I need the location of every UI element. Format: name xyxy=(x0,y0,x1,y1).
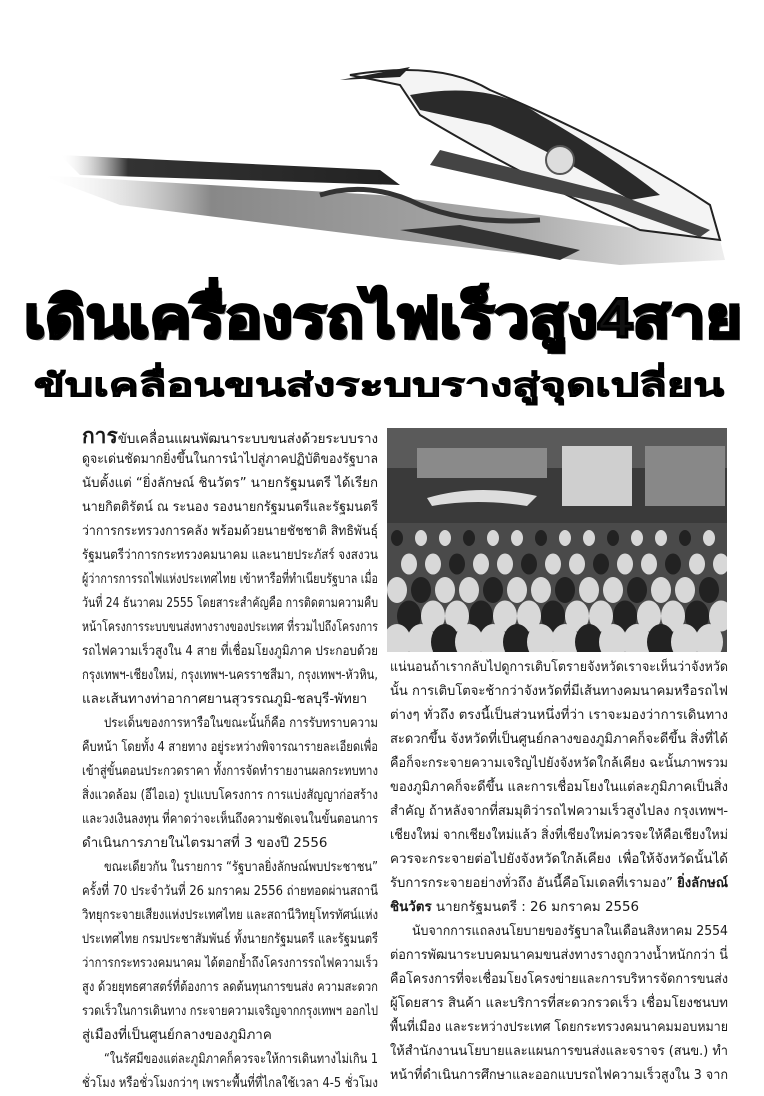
text-line-content xyxy=(82,836,327,851)
text-segment: และเส้นทางท่าอากาศยานสุวรรณภูมิ-ชลบุรี-พัทยา xyxy=(82,692,368,707)
text-line xyxy=(390,992,728,1016)
text-line xyxy=(82,1024,378,1048)
text-line-content xyxy=(390,800,728,824)
text-line-content xyxy=(390,776,728,800)
text-line xyxy=(390,1040,728,1064)
text-segment: สะดวกขึ้น จังหวัดที่เป็นศูนย์กลางของภูมิภาคก็จะดีขึ้น สิ่งที่ได้ xyxy=(390,732,728,747)
text-line-content xyxy=(390,1064,728,1088)
audience-member xyxy=(651,577,671,603)
audience-member xyxy=(511,530,523,546)
audience-member xyxy=(387,577,407,603)
text-segment: ต่อการพัฒนาระบบคมนาคมขนส่งทางรางถูกวางน้ำหนักกว่า นี่ xyxy=(390,948,728,963)
text-line-content xyxy=(82,496,378,520)
text-line xyxy=(82,736,378,760)
text-segment: รับการกระจายอย่างทั่วถึง อันนี้คือโมเดลที่เรามอง” xyxy=(390,876,678,891)
text-line xyxy=(390,968,728,992)
attribution-name: ชินวัตร xyxy=(390,900,432,915)
text-line xyxy=(82,592,378,616)
text-segment: สู่เมืองที่เป็นศูนย์กลางของภูมิภาค xyxy=(82,1028,272,1043)
audience-member xyxy=(607,530,619,546)
text-line xyxy=(82,448,378,472)
text-line xyxy=(82,568,378,592)
text-segment: สูง ด้วยยุทธศาสตร์ที่ต้องการ ลดต้นทุนการขนส่ง ความสะดวก xyxy=(82,980,378,995)
text-line-content xyxy=(390,944,728,968)
text-line xyxy=(390,728,728,752)
audience-member xyxy=(665,554,681,575)
audience-member xyxy=(487,530,499,546)
high-speed-train-illustration xyxy=(20,55,750,285)
text-segment: “ในรัศมีของแต่ละภูมิภาคก็ควรจะให้การเดินทางไม่เกิน 1 xyxy=(104,1052,378,1067)
article-column-left xyxy=(82,424,378,1096)
text-line-content xyxy=(104,712,378,736)
text-segment: ควรจะกระจายต่อไปยังจังหวัดใกล้เคียง เพื่อให้จังหวัดนั้นได้ xyxy=(390,852,728,867)
text-line-content xyxy=(82,664,378,688)
article-column-right xyxy=(390,656,728,1088)
text-line xyxy=(82,952,378,976)
audience-member xyxy=(603,577,623,603)
text-segment: ผู้ว่าการการรถไฟแห่งประเทศไทย เข้าหารือที่ทำเนียบรัฐบาล เมื่อ xyxy=(82,572,378,587)
text-segment: นั้น การเติบโตจะช้ากว่าจังหวัดที่มีเส้นทางคมนาคมหรือรถไฟ xyxy=(390,684,728,699)
audience-member xyxy=(425,554,441,575)
text-line xyxy=(390,776,728,800)
audience-member xyxy=(655,530,667,546)
audience-member xyxy=(559,530,571,546)
text-segment: ว่าการกระทรวงคมนาคม ได้ตอกย้ำถึงโครงการรถไฟความเร็ว xyxy=(82,956,378,971)
audience-member xyxy=(569,554,585,575)
text-line xyxy=(82,784,378,808)
text-line xyxy=(82,712,378,736)
text-line xyxy=(82,928,378,952)
text-segment: ประเด็นของการหารือในขณะนั้นก็คือ การรับทราบความ xyxy=(104,716,378,731)
text-segment: ต่างๆ ทั่วถึง ตรงนี้เป็นส่วนหนึ่งที่ว่า เราจะมองว่าการเดินทาง xyxy=(390,708,728,723)
text-segment: เชียงใหม่ จากเชียงใหม่แล้ว สิ่งที่เชียงใหม่ควรจะให้คือเชียงใหม่ xyxy=(390,828,728,843)
text-line xyxy=(390,704,728,728)
audience-member xyxy=(531,577,551,603)
text-segment: ประเทศไทย กรมประชาสัมพันธ์ ทั้งนายกรัฐมนตรี และรัฐมนตรี xyxy=(82,932,378,947)
audience-member xyxy=(593,554,609,575)
text-line xyxy=(390,656,728,680)
text-line-content xyxy=(82,1072,378,1096)
text-line-content xyxy=(82,1028,272,1043)
text-segment: นายกิตติรัตน์ ณ ระนอง รองนายกรัฐมนตรีและรัฐมนตรี xyxy=(82,500,378,515)
text-segment: ว่าการกระทรวงการคลัง พร้อมด้วยนายชัชชาติ สิทธิพันธุ์ xyxy=(82,524,378,539)
text-line-content xyxy=(82,976,378,1000)
audience-member xyxy=(521,554,537,575)
text-segment: ชั่วโมง หรือชั่วโมงกว่าๆ เพราะพื้นที่ที่ไกลใช้เวลา 4-5 ชั่วโมง xyxy=(82,1076,378,1091)
text-line xyxy=(82,1048,378,1072)
text-line-content xyxy=(82,616,378,640)
audience-member xyxy=(617,554,633,575)
text-line-content xyxy=(82,784,378,808)
text-line-content xyxy=(390,852,728,867)
audience-member xyxy=(579,577,599,603)
text-line xyxy=(82,688,378,712)
text-segment: สิ่งแวดล้อม (อีไอเอ) รูปแบบโครงการ การแบ่งสัญญาก่อสร้าง xyxy=(82,788,378,803)
text-segment: คือก็จะกระจายความเจริญไปยังจังหวัดใกล้เคียง ฉะนั้นภาพรวม xyxy=(390,756,728,771)
text-line-content xyxy=(82,760,378,784)
text-segment: เข้าสู่ขั้นตอนประกวดราคา ทั้งการจัดทำรายงานผลกระทบทาง xyxy=(82,764,378,779)
text-line-content xyxy=(82,692,367,707)
audience-member xyxy=(641,554,657,575)
text-line xyxy=(390,824,728,848)
text-line-content xyxy=(390,900,639,915)
text-segment: นายกรัฐมนตรี : 26 มกราคม 2556 xyxy=(431,900,640,915)
audience-member xyxy=(497,554,513,575)
text-segment: รัฐมนตรีว่าการกระทรวงคมนาคม และนายประภัสร์ จงสงวน xyxy=(82,548,378,563)
text-line xyxy=(82,472,378,496)
text-segment: สำคัญ ถ้าหลังจากที่สมมุติว่ารถไฟความเร็วสูงไปลง กรุงเทพฯ- xyxy=(390,804,728,819)
audience-member xyxy=(627,577,647,603)
text-line-content xyxy=(390,1016,728,1040)
text-line xyxy=(390,920,728,944)
text-line-content xyxy=(82,592,378,616)
text-line xyxy=(390,680,728,704)
text-line xyxy=(82,976,378,1000)
text-segment: ผู้โดยสาร สินค้า และบริการที่สะดวกรวดเร็ว เชื่อมโยงชนบท xyxy=(390,996,728,1011)
text-line xyxy=(82,1000,378,1024)
text-line xyxy=(82,760,378,784)
text-line xyxy=(82,1072,378,1096)
audience-member xyxy=(415,530,427,546)
text-line-content xyxy=(104,1048,378,1072)
text-line xyxy=(82,616,378,640)
text-segment: ของภูมิภาคก็จะดีขึ้น และการเชื่อมโยงในแต่ละภูมิภาคเป็นสิ่ง xyxy=(390,780,728,795)
text-line xyxy=(390,1016,728,1040)
text-line-content xyxy=(82,880,378,904)
audience-member xyxy=(699,577,719,603)
attribution-name: ยิ่งลักษณ์ xyxy=(677,876,728,891)
text-line-content xyxy=(390,1040,728,1064)
text-segment: วันที่ 24 ธันวาคม 2555 โดยสาระสำคัญคือ การติดตามความคืบ xyxy=(82,596,378,611)
text-segment: ครั้งที่ 70 ประจำวันที่ 26 มกราคม 2556 ถ่ายทอดผ่านสถานี xyxy=(82,884,378,899)
text-line-content xyxy=(390,968,728,992)
audience-member xyxy=(439,530,451,546)
text-line-content xyxy=(390,824,728,848)
audience-member xyxy=(449,554,465,575)
text-segment: แน่นอนถ้าเรากลับไปดูการเติบโตรายจังหวัดเราจะเห็นว่าจังหวัด xyxy=(390,660,728,675)
text-line xyxy=(82,520,378,544)
audience-member xyxy=(545,554,561,575)
text-line xyxy=(82,424,378,448)
audience-member xyxy=(473,554,489,575)
text-line xyxy=(82,880,378,904)
text-line xyxy=(82,808,378,832)
text-segment: นับจากการแถลงนโยบายของรัฐบาลในเดือนสิงหาคม 2554 xyxy=(412,924,728,939)
audience-member xyxy=(679,530,691,546)
audience-member xyxy=(483,577,503,603)
audience-member xyxy=(507,577,527,603)
audience-member xyxy=(631,530,643,546)
text-line-content xyxy=(82,1000,378,1024)
text-line-content xyxy=(82,568,378,592)
text-line-content xyxy=(82,520,378,544)
text-line-content xyxy=(390,728,728,752)
text-segment: คือโครงการที่จะเชื่อมโยงโครงข่ายและการบริหารจัดการขนส่ง xyxy=(390,972,728,987)
dropcap: การ xyxy=(82,424,118,448)
text-line xyxy=(390,872,728,896)
text-line xyxy=(390,752,728,776)
text-line-content xyxy=(82,904,378,928)
audience-member xyxy=(583,530,595,546)
text-line-content xyxy=(82,640,378,664)
text-line xyxy=(82,856,378,880)
text-segment: รวดเร็วในการเดินทาง กระจายความเจริญจากกรุงเทพฯ ออกไป xyxy=(82,1004,378,1019)
text-line-content xyxy=(390,992,728,1016)
text-line-content xyxy=(390,704,728,728)
subheadline: ขับเคลื่อนขนส่งระบบรางสู่จุดเปลี่ยน xyxy=(34,366,724,404)
text-segment: และวงเงินลงทุน ที่คาดว่าจะเห็นถึงความชัดเจนในขั้นตอนการ xyxy=(82,812,378,827)
text-line-content xyxy=(390,680,728,704)
text-line xyxy=(390,944,728,968)
text-segment: นับตั้งแต่ “ยิ่งลักษณ์ ชินวัตร” นายกรัฐมนตรี ได้เรียก xyxy=(82,476,378,491)
text-segment: คืบหน้า โดยทั้ง 4 สายทาง อยู่ระหว่างพิจารณารายละเอียดเพื่อ xyxy=(82,740,378,755)
text-line-content xyxy=(82,448,378,472)
audience-member xyxy=(555,577,575,603)
text-line xyxy=(82,496,378,520)
audience-member xyxy=(435,577,455,603)
text-line xyxy=(82,544,378,568)
audience-member xyxy=(703,530,715,546)
conference-audience-photo xyxy=(387,428,727,652)
text-line xyxy=(82,832,378,856)
text-line-content xyxy=(412,920,728,944)
text-segment: ดูจะเด่นชัดมากยิ่งขึ้นในการนำไปสู่ภาคปฏิบัติของรัฐบาล xyxy=(82,452,378,467)
audience-member xyxy=(411,577,431,603)
audience-member xyxy=(463,530,475,546)
text-line-content xyxy=(82,544,378,568)
text-line-content xyxy=(82,472,378,496)
text-line xyxy=(82,904,378,928)
text-segment: วิทยุกระจายเสียงแห่งประเทศไทย และสถานีวิทยุโทรทัศน์แห่ง xyxy=(82,908,378,923)
text-line xyxy=(82,664,378,688)
text-line xyxy=(390,1064,728,1088)
audience-member xyxy=(401,554,417,575)
text-line-content xyxy=(104,856,378,880)
text-line-content xyxy=(82,736,378,760)
text-segment: หน้าที่ดำเนินการศึกษาและออกแบบรถไฟความเร็วสูงใน 3 จาก xyxy=(390,1068,728,1083)
text-line-content xyxy=(390,872,728,896)
audience-member xyxy=(689,554,705,575)
text-segment: กรุงเทพฯ-เชียงใหม่, กรุงเทพฯ-นครราชสีมา, กรุงเทพฯ-หัวหิน, xyxy=(82,668,378,683)
text-line-content xyxy=(82,928,378,952)
text-line-content xyxy=(390,656,728,680)
text-line xyxy=(390,896,728,920)
text-line xyxy=(82,640,378,664)
audience-member xyxy=(675,577,695,603)
text-segment: หน้าโครงการระบบขนส่งทางรางของประเทศ ที่รวมไปถึงโครงการ xyxy=(82,620,378,635)
text-line-content xyxy=(390,752,728,776)
text-line-content xyxy=(82,808,378,832)
text-segment: ขับเคลื่อนแผนพัฒนาระบบขนส่งด้วยระบบราง xyxy=(117,432,379,447)
audience-member xyxy=(535,530,547,546)
text-line xyxy=(390,800,728,824)
text-segment: ขณะเดียวกัน ในรายการ “รัฐบาลยิ่งลักษณ์พบประชาชน” xyxy=(104,860,378,875)
text-segment: ดำเนินการภายในไตรมาสที่ 3 ของปี 2556 xyxy=(82,836,328,851)
text-segment: ให้สำนักงานนโยบายและแผนการขนส่งและจราจร (สนข.) ทำ xyxy=(390,1044,728,1059)
headline: เดินเครื่องรถไฟเร็วสูง4สาย xyxy=(24,286,742,349)
text-line-content xyxy=(82,952,378,976)
text-segment: รถไฟความเร็วสูงใน 4 สาย ที่เชื่อมโยงภูมิภาค ประกอบด้วย xyxy=(82,644,378,659)
text-segment: พื้นที่เมือง และระหว่างประเทศ โดยกระทรวงคมนาคมมอบหมาย xyxy=(390,1020,728,1035)
text-line xyxy=(390,848,728,872)
audience-member xyxy=(459,577,479,603)
audience-member xyxy=(391,530,403,546)
